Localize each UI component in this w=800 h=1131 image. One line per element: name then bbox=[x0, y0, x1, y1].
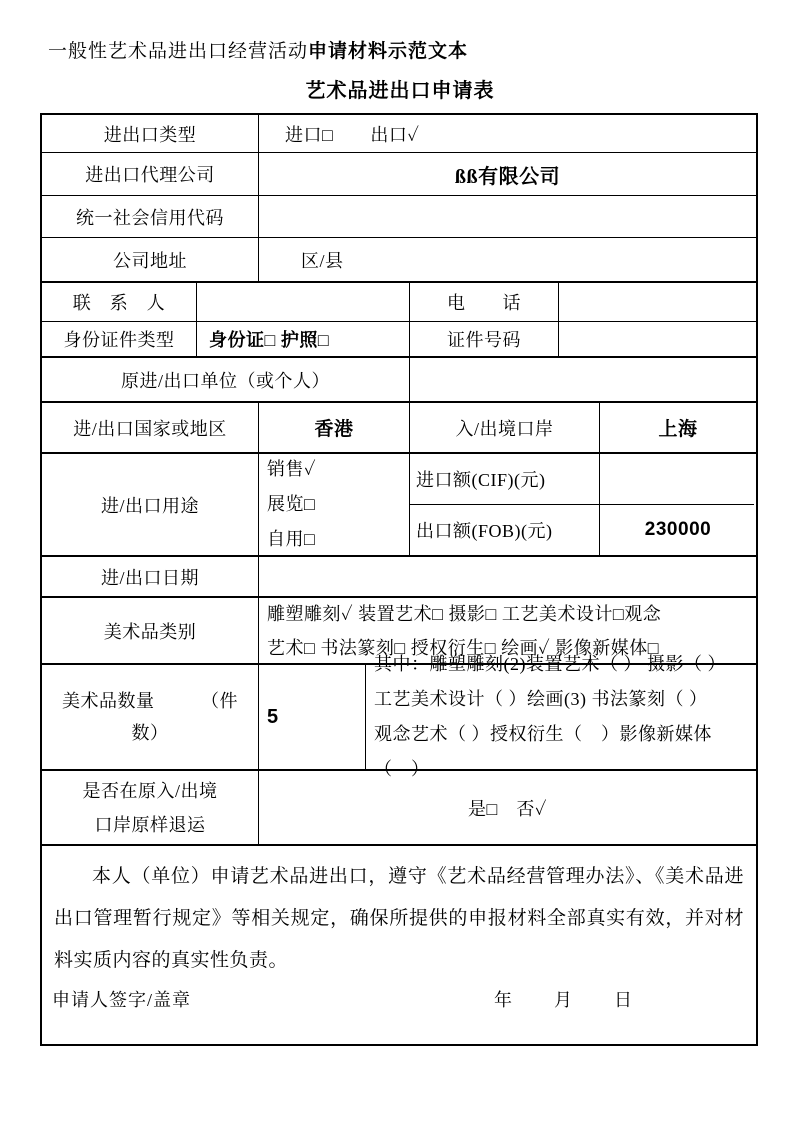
purpose-label: 进/出口用途 bbox=[42, 454, 259, 555]
row-agency bbox=[42, 153, 756, 196]
artwork-category-label: 美术品类别 bbox=[42, 598, 259, 663]
artwork-category-line2[interactable]: 艺术□ 书法篆刻□ 授权衍生□ 绘画✓ 影像新媒体□ bbox=[267, 637, 660, 658]
cif-subrow bbox=[410, 454, 754, 505]
form-title: 艺术品进出口申请表 bbox=[305, 80, 495, 102]
artwork-quantity-label bbox=[42, 665, 259, 769]
agency-value[interactable]: ßß有限公司 bbox=[454, 165, 561, 188]
port-label: 入/出境口岸 bbox=[410, 403, 600, 452]
quantity-detail-line3[interactable]: 观念艺术（ ）授权衍生（ ）影像新媒体（ ） bbox=[374, 724, 712, 779]
contact-label: 联 系 人 bbox=[42, 283, 197, 321]
purpose-checkboxes[interactable] bbox=[259, 454, 410, 555]
credit-code-value[interactable] bbox=[259, 196, 756, 237]
company-address-value[interactable]: 区/县 bbox=[301, 250, 344, 271]
credit-code-label: 统一社会信用代码 bbox=[42, 196, 259, 237]
date-value[interactable] bbox=[259, 557, 756, 596]
row-import-export-type bbox=[42, 115, 756, 153]
row-return-via-port bbox=[42, 771, 756, 846]
heading-prefix: 一般性艺术品进出口经营活动 bbox=[48, 41, 309, 62]
row-original-unit bbox=[42, 358, 756, 403]
fob-label: 出口额(FOB)(元) bbox=[410, 505, 600, 555]
row-company-address bbox=[42, 238, 756, 283]
phone-value[interactable] bbox=[559, 283, 756, 321]
artwork-quantity-label-line1: 美术品数量 （件 bbox=[62, 691, 238, 711]
artwork-quantity-label-line2: 数） bbox=[131, 723, 169, 743]
row-id-type-number bbox=[42, 322, 756, 358]
date-label: 进/出口日期 bbox=[42, 557, 259, 596]
agency-label: 进出口代理公司 bbox=[42, 153, 259, 195]
import-export-type-checkboxes[interactable]: 进口□ 出口✓ bbox=[285, 124, 420, 145]
return-label-line2: 口岸原样退运 bbox=[94, 814, 206, 835]
heading-bold-suffix: 申请材料示范文本 bbox=[308, 41, 469, 62]
id-type-label: 身份证件类型 bbox=[42, 322, 197, 356]
row-contact-phone bbox=[42, 283, 756, 322]
purpose-option-sale[interactable]: 销售✓ bbox=[267, 459, 317, 479]
cif-label: 进口额(CIF)(元) bbox=[410, 454, 600, 504]
id-number-value[interactable] bbox=[559, 322, 756, 356]
amounts-block bbox=[410, 454, 754, 555]
port-value[interactable]: 上海 bbox=[658, 419, 698, 440]
return-via-port-checkboxes[interactable]: 是□ 否✓ bbox=[468, 798, 547, 819]
row-artwork-quantity bbox=[42, 654, 756, 779]
signature-label[interactable]: 申请人签字/盖章 bbox=[52, 990, 192, 1010]
return-via-port-label bbox=[42, 771, 259, 844]
date-ymd-line[interactable]: 年 月 日 bbox=[494, 990, 634, 1010]
id-number-label: 证件号码 bbox=[410, 322, 559, 356]
fob-subrow bbox=[410, 505, 754, 555]
import-export-type-label: 进出口类型 bbox=[42, 115, 259, 152]
application-form-table bbox=[40, 113, 758, 1046]
fob-value[interactable]: 230000 bbox=[644, 519, 712, 540]
cif-value[interactable] bbox=[600, 454, 756, 504]
row-declaration bbox=[42, 846, 756, 1044]
id-type-checkboxes[interactable]: 身份证□ 护照□ bbox=[197, 322, 410, 356]
original-unit-value[interactable] bbox=[410, 358, 756, 401]
purpose-option-exhibit[interactable]: 展览□ bbox=[267, 494, 316, 514]
row-date bbox=[42, 557, 756, 598]
quantity-detail-line2[interactable]: 工艺美术设计（ ）绘画(3) 书法篆刻（ ） bbox=[374, 689, 708, 709]
country-value[interactable]: 香港 bbox=[259, 403, 410, 452]
artwork-quantity-value[interactable]: 5 bbox=[259, 665, 366, 769]
quantity-detail-line1[interactable]: 其中：雕塑雕刻(2)装置艺术（ ） 摄影（ ） bbox=[374, 654, 726, 674]
artwork-category-line1[interactable]: 雕塑雕刻✓ 装置艺术□ 摄影□ 工艺美术设计□观念 bbox=[267, 603, 662, 624]
phone-label: 电 话 bbox=[410, 283, 559, 321]
declaration-text: 本人（单位）申请艺术品进出口，遵守《艺术品经营管理办法》、《美术品进出口管理暂行规定》等相关规定，确保所提供的申报材料全部真实有效，并对材料实质内容的真实性负责。 bbox=[54, 866, 744, 971]
original-unit-label: 原进/出口单位（或个人） bbox=[42, 358, 410, 401]
contact-value[interactable] bbox=[197, 283, 410, 321]
country-label: 进/出口国家或地区 bbox=[42, 403, 259, 452]
row-credit-code bbox=[42, 196, 756, 238]
row-purpose-amounts bbox=[42, 454, 756, 557]
company-address-label: 公司地址 bbox=[42, 238, 259, 281]
artwork-quantity-detail[interactable] bbox=[366, 654, 756, 779]
row-country-port bbox=[42, 403, 756, 454]
return-label-line1: 是否在原入/出境 bbox=[82, 780, 218, 801]
purpose-option-own-use[interactable]: 自用□ bbox=[267, 529, 316, 549]
document-heading bbox=[48, 36, 468, 63]
